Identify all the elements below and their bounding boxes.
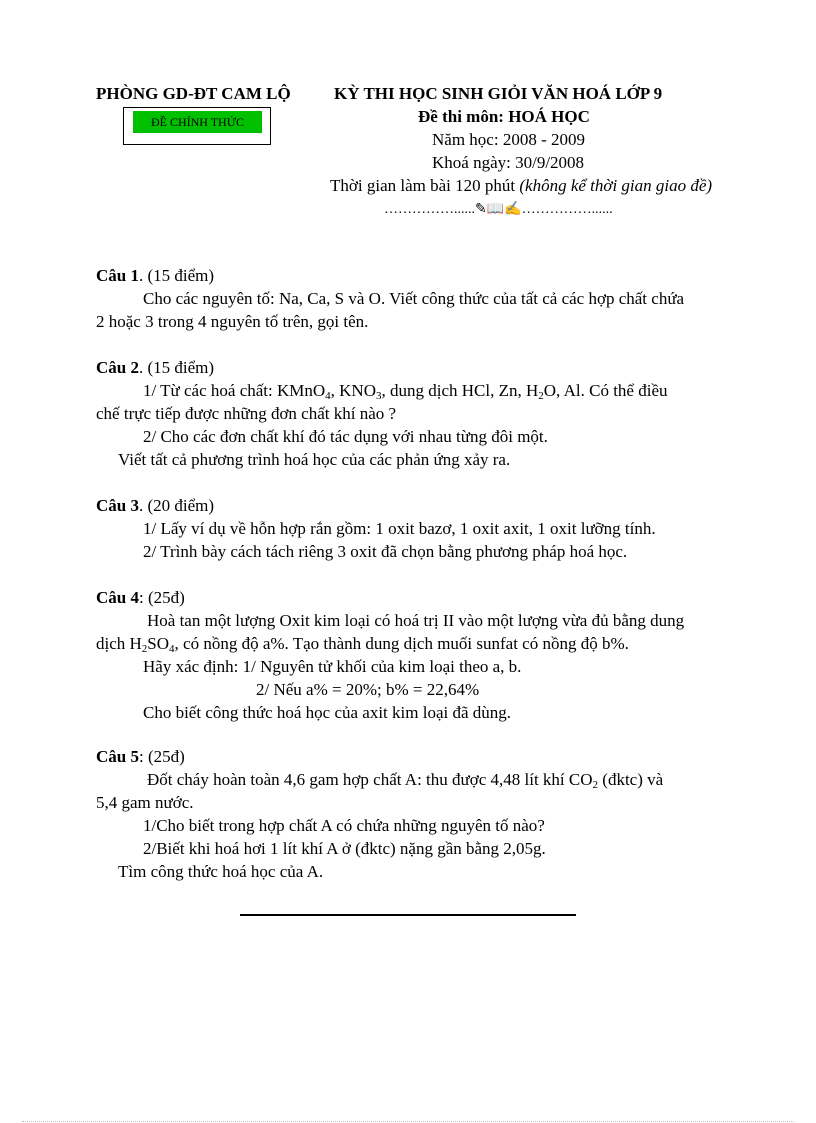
ornament-divider: ……………......✎📖✍……………...... bbox=[384, 202, 613, 217]
q4-line1: Hoà tan một lượng Oxit kim loại có hoá trị II vào một lượng vừa đủ bằng dung bbox=[147, 611, 685, 630]
q5-points: : (25đ) bbox=[138, 747, 185, 766]
q3-heading bbox=[96, 495, 214, 517]
q1-heading bbox=[96, 265, 214, 287]
q4-line3: Hãy xác định: 1/ Nguyên tử khối của kim loại theo a, b. bbox=[143, 657, 522, 676]
q5-line5: Tìm công thức hoá học của A. bbox=[118, 862, 324, 881]
official-stamp-box bbox=[123, 107, 271, 145]
q1-line2: 2 hoặc 3 trong 4 nguyên tố trên, gọi tên. bbox=[96, 312, 369, 331]
q1-line1: Cho các nguyên tố: Na, Ca, S và O. Viết công thức của tất cả các hợp chất chứa bbox=[143, 289, 685, 308]
q4-label: Câu 4 bbox=[96, 588, 139, 607]
q4-line4: 2/ Nếu a% = 20%; b% = 22,64% bbox=[256, 680, 480, 699]
exam-date: Khoá ngày: 30/9/2008 bbox=[432, 153, 585, 172]
q5-line4: 2/Biết khi hoá hơi 1 lít khí A ở (đktc) nặng gần bằng 2,05g. bbox=[143, 839, 546, 858]
subject-value: HOÁ HỌC bbox=[508, 107, 590, 126]
q2-line4: Viết tất cả phương trình hoá học của các phản ứng xảy ra. bbox=[118, 450, 511, 469]
q3-label: Câu 3 bbox=[96, 496, 139, 515]
time-allowed: Thời gian làm bài 120 phút bbox=[330, 176, 520, 195]
q2-line2: chế trực tiếp được những đơn chất khí nào ? bbox=[96, 404, 397, 423]
page-bottom-dotted-rule bbox=[22, 1121, 794, 1122]
school-year: Năm học: 2008 - 2009 bbox=[432, 130, 585, 149]
q5-line3: 1/Cho biết trong hợp chất A có chứa những nguyên tố nào? bbox=[143, 816, 545, 835]
q2-line3: 2/ Cho các đơn chất khí đó tác dụng với nhau từng đôi một. bbox=[143, 427, 548, 446]
q2-points: . (15 điểm) bbox=[138, 358, 215, 377]
q4-points: : (25đ) bbox=[138, 588, 185, 607]
q3-line2: 2/ Trình bày cách tách riêng 3 oxit đã chọn bằng phương pháp hoá học. bbox=[143, 542, 628, 561]
q4-heading bbox=[96, 587, 185, 609]
q1-label: Câu 1 bbox=[96, 266, 139, 285]
q3-line1: 1/ Lấy ví dụ về hỗn hợp rắn gồm: 1 oxit bazơ, 1 oxit axit, 1 oxit lưỡng tính. bbox=[143, 519, 656, 538]
official-stamp-label: ĐỀ CHÍNH THỨC bbox=[133, 111, 262, 133]
q2-line1: 1/ Từ các hoá chất: KMnO$_4$, $KNO_3$, dung dịch HCl, Zn, $H_2O$, Al. Có thể điều bbox=[143, 381, 668, 402]
q4-line5: Cho biết công thức hoá học của axit kim loại đã dùng. bbox=[143, 703, 512, 722]
q2-label: Câu 2 bbox=[96, 358, 139, 377]
subject-label: Đề thi môn: bbox=[418, 107, 509, 126]
subject-line bbox=[418, 106, 590, 128]
q2-heading bbox=[96, 357, 214, 379]
q3-points: . (20 điểm) bbox=[138, 496, 215, 515]
q5-heading bbox=[96, 746, 185, 768]
q4-line2: dịch $H_2SO_4$, có nồng độ a%. Tạo thành dung dịch muối sunfat có nồng độ b%. bbox=[96, 634, 629, 655]
school-name: PHÒNG GD-ĐT CAM LỘ bbox=[96, 84, 291, 103]
exam-title: KỲ THI HỌC SINH GIỎI VĂN HOÁ LỚP 9 bbox=[334, 84, 663, 103]
q1-points: . (15 điểm) bbox=[138, 266, 215, 285]
end-rule bbox=[240, 914, 576, 916]
q5-line1: Đốt cháy hoàn toàn 4,6 gam hợp chất A: thu được 4,48 lít khí $CO_2$ (đktc) và bbox=[147, 770, 664, 791]
time-line bbox=[330, 175, 712, 197]
q5-label: Câu 5 bbox=[96, 747, 139, 766]
time-note: (không kể thời gian giao đề) bbox=[519, 176, 713, 195]
q5-line2: 5,4 gam nước. bbox=[96, 793, 194, 812]
